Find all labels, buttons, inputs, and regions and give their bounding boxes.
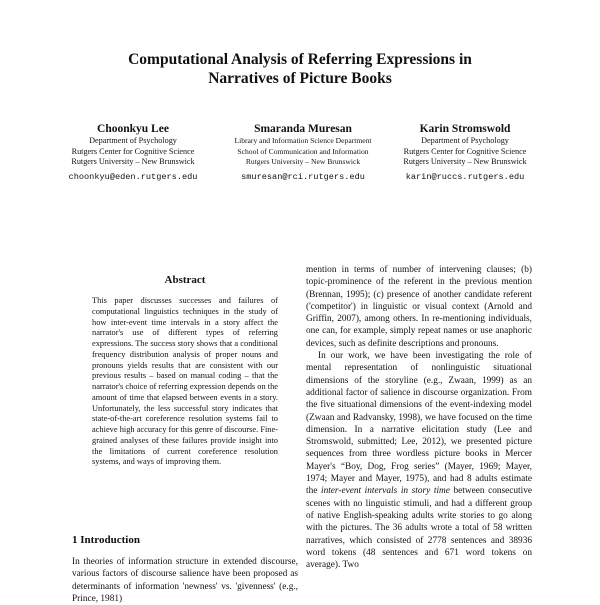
title-line-2: Narratives of Picture Books: [208, 70, 392, 87]
paragraph-2-text-cont: between consecutive scenes with no linguistic stimuli, and had a different group of native English-speaking adults write stories to go along with the pictures. The 36 adults wrote a total of 58 written narratives, which consisted of 2778 sentences and 38936 word tokens (48 sentences and 671 word tokens on average). Two: [306, 486, 532, 571]
author-affiliation: Library and Information Science Department: [234, 136, 372, 145]
paragraph-2-emphasis: inter-event intervals in story time: [320, 486, 450, 497]
introduction-heading: 1 Introduction: [72, 534, 140, 546]
author-affiliation: Rutgers University – New Brunswick: [71, 157, 195, 167]
author-affiliation: Rutgers Center for Cognitive Science: [403, 146, 527, 156]
author-affiliation: Rutgers University – New Brunswick: [245, 157, 361, 167]
author-affiliation: School of Communication and Information: [237, 146, 369, 156]
abstract-heading: Abstract: [164, 274, 206, 286]
author-affiliation: Rutgers University – New Brunswick: [403, 157, 527, 167]
right-column: [306, 264, 532, 571]
introduction-body: In theories of information structure in extended discourse, various factors of discourse salience have been proposed as determinants of information 'newness' vs. 'givenness' (e.g., Prince, 1981): [72, 557, 298, 604]
author-name: Smaranda Muresan: [254, 123, 352, 135]
author-email[interactable]: choonkyu@eden.rutgers.edu: [68, 171, 198, 182]
abstract-body: This paper discusses successes and failures of computational linguistics techniques in the study of how inter-event time intervals in a story affect the narrator's use of different types of referring expressions. The success story shows that a conditional frequency distribution analysis of proper nouns and pronouns yields results that are consistent with our previous results – based on manual coding – that the narrator's choice of referring expression depends on the amount of time that elapsed between events in a story. Unfortunately, the less successful story indicates that state-of-the-art coreference resolution systems fail to achieve high accuracy for this genre of discourse. Fine-grained analyses of these failures provide insight into the limitations of current coreference resolution systems, and ways of improving them.: [92, 296, 278, 467]
author-affiliation: Department of Psychology: [89, 136, 177, 145]
paragraph-2-text: In our work, we have been investigating the role of mental representation of nonlinguistic situational dimensions of the storyline (e.g., Zwaan, 1999) as an additional factor of salience in discourse organization. From the five situational dimensions of the event-indexing model (Zwaan and Radvansky, 1998), we have focused on the time dimension. In a narrative elicitation study (Lee and Stromswold, submitted; Lee, 2012), we presented picture sequences from three wordless picture books in Mercer Mayer's “Boy, Dog, Frog series” (Mayer, 1969; Mayer, 1974; Mayer and Mayer, 1975), and had 8 adults estimate the: [306, 351, 532, 497]
author-email[interactable]: karin@ruccs.rutgers.edu: [405, 171, 525, 182]
author-block-stromswold: [380, 122, 550, 182]
author-affiliation: Rutgers Center for Cognitive Science: [71, 146, 195, 156]
paper-title: [0, 50, 600, 88]
author-email[interactable]: smuresan@rci.rutgers.edu: [241, 171, 365, 182]
author-affiliation: Department of Psychology: [421, 136, 509, 145]
right-paragraph-2: [306, 350, 532, 571]
author-block-muresan: [218, 122, 388, 182]
right-paragraph-1: mention in terms of number of intervening clauses; (b) topic-prominence of the referent in the previous mention (Brennan, 1995); (c) presence of another candidate referent ('competitor') in linguistic or visual context (Arnold and Griffin, 2007), among others. In re-mentioning individuals, one can, for example, simply repeat names or use anaphoric devices, such as definite descriptions and pronouns.: [306, 265, 532, 349]
author-block-lee: [48, 122, 218, 182]
title-line-1: Computational Analysis of Referring Expressions in: [128, 51, 472, 68]
author-name: Karin Stromswold: [419, 123, 511, 135]
author-name: Choonkyu Lee: [97, 123, 169, 135]
